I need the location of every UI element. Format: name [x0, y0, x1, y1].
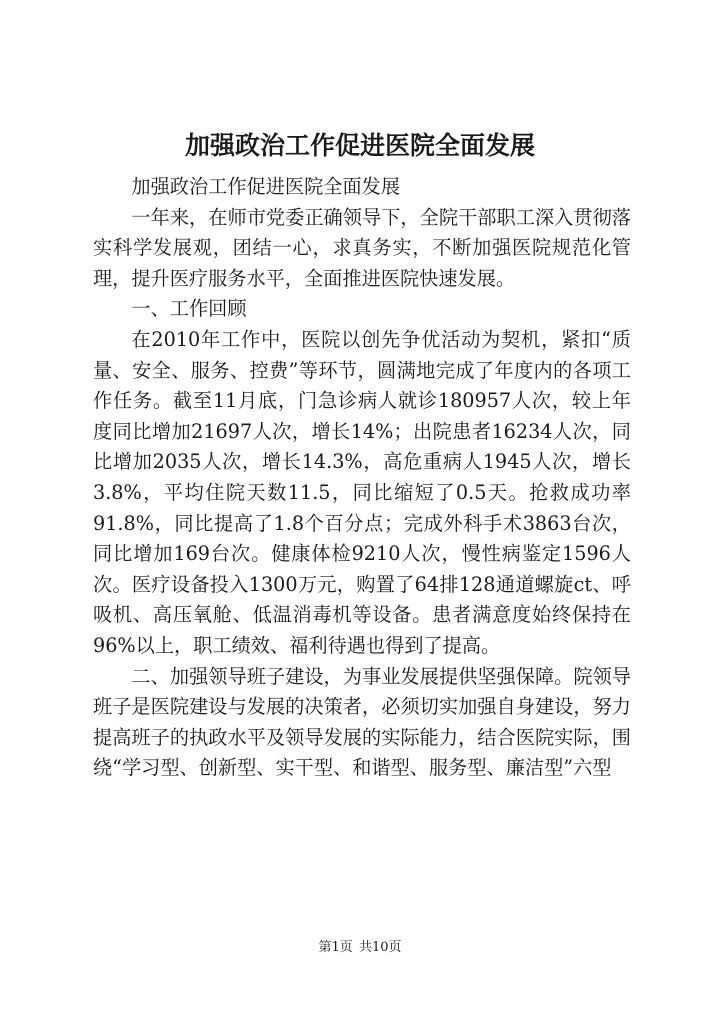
paragraph-intro: 一年来，在师市党委正确领导下，全院干部职工深入贯彻落实科学发展观，团结一心，求真务实，不断加强医院规范化管理，提升医疗服务水平，全面推进医院快速发展。 [93, 205, 631, 290]
paragraph-leadership: 二、加强领导班子建设，为事业发展提供坚强保障。院领导班子是医院建设与发展的决策者，必须切实加强自身建设，努力提高班子的执政水平及领导发展的实际能力，结合医院实际，围绕“学习型、创新型、实干型、和谐型、服务型、廉洁型”六型 [93, 664, 631, 780]
section-heading-review: 一、工作回顾 [131, 297, 247, 321]
page-footer [0, 938, 720, 958]
document-body [93, 172, 631, 784]
paragraph-review: 在2010年工作中，医院以创先争优活动为契机，紧扣“质量、安全、服务、控费”等环节，圆满地完成了年度内的各项工作任务。截至11月底，门急诊病人就诊180957人次，较上年度同比增加21697人次，增长14%；出院患者16234人次，同比增加2035人次，增长14.3%，高危重病人1945人次，增长3.8%，平均住院天数11.5，同比缩短了0.5天。抢救成功率91.8%，同比提高了1.8个百分点；完成外科手术3863台次，同比增加169台次。健康体检9210人次，慢性病鉴定1596人次。医疗设备投入1300万元，购置了64排128通道螺旋ct、呼吸机、高压氧舱、低温消毒机等设备。患者满意度始终保持在96%以上，职工绩效、福利待遇也得到了提高。 [93, 327, 631, 657]
page-number: 第1页 [318, 940, 353, 955]
document-title: 加强政治工作促进医院全面发展 [184, 131, 535, 160]
paragraph-subtitle: 加强政治工作促进医院全面发展 [131, 175, 401, 198]
page-total: 共10页 [358, 940, 402, 955]
